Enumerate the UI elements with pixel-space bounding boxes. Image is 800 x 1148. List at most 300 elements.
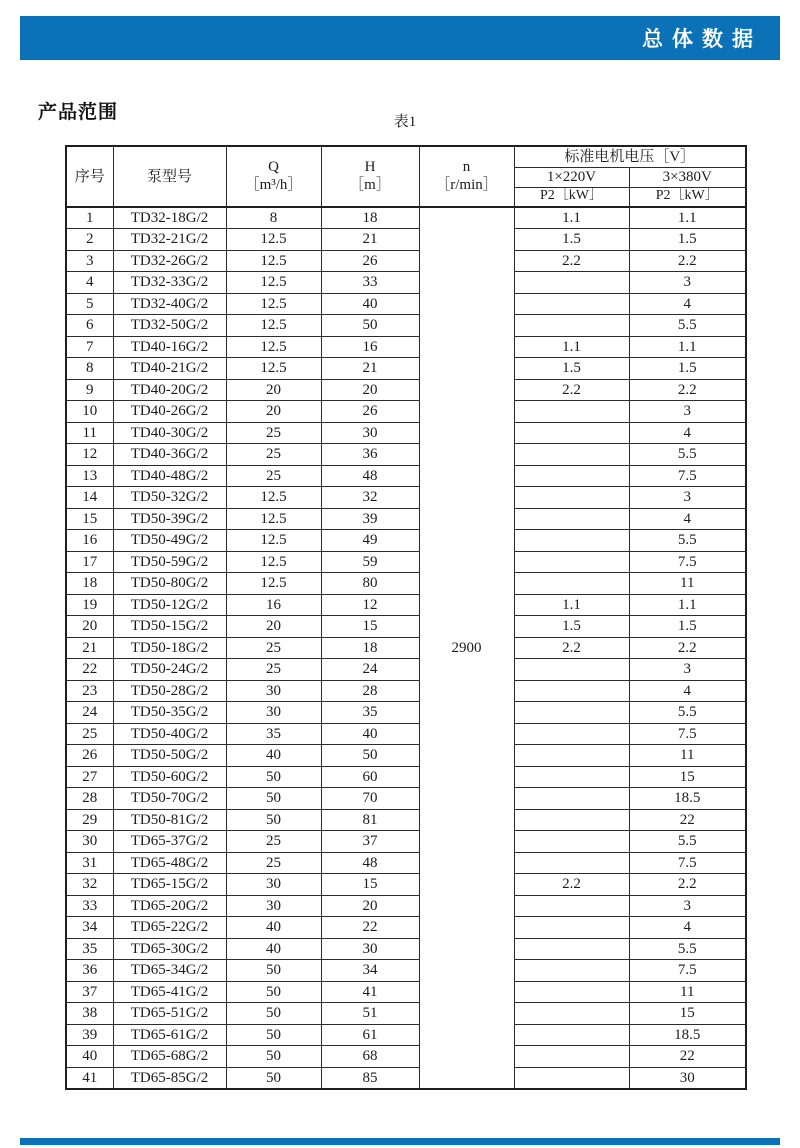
cell-model: TD65-61G/2: [113, 1024, 226, 1046]
cell-p2-380: 5.5: [629, 938, 746, 960]
cell-p2-380: 1.5: [629, 616, 746, 638]
table-row: [66, 272, 746, 294]
table-row: [66, 1024, 746, 1046]
cell-p2-220: 1.1: [514, 207, 629, 229]
cell-flow: 20: [226, 401, 321, 423]
cell-no: 2: [66, 229, 113, 251]
cell-p2-220: [514, 895, 629, 917]
cell-model: TD40-30G/2: [113, 422, 226, 444]
cell-no: 37: [66, 981, 113, 1003]
header-p2-220: P2［kW］: [514, 187, 629, 207]
cell-p2-380: 5.5: [629, 831, 746, 853]
cell-no: 12: [66, 444, 113, 466]
cell-model: TD40-48G/2: [113, 465, 226, 487]
page-header-banner: [20, 16, 780, 60]
cell-p2-220: [514, 960, 629, 982]
cell-p2-220: [514, 809, 629, 831]
header-flow-symbol: Q: [268, 159, 279, 176]
cell-head: 32: [321, 487, 419, 509]
cell-p2-220: 2.2: [514, 637, 629, 659]
cell-model: TD40-20G/2: [113, 379, 226, 401]
cell-model: TD40-26G/2: [113, 401, 226, 423]
cell-flow: 12.5: [226, 551, 321, 573]
cell-flow: 25: [226, 852, 321, 874]
cell-head: 60: [321, 766, 419, 788]
cell-no: 11: [66, 422, 113, 444]
table-row: [66, 508, 746, 530]
cell-p2-220: [514, 917, 629, 939]
cell-flow: 40: [226, 917, 321, 939]
cell-flow: 12.5: [226, 487, 321, 509]
cell-head: 30: [321, 422, 419, 444]
cell-model: TD32-18G/2: [113, 207, 226, 229]
cell-p2-380: 5.5: [629, 444, 746, 466]
cell-head: 34: [321, 960, 419, 982]
cell-p2-220: [514, 508, 629, 530]
cell-p2-220: [514, 315, 629, 337]
table-row: [66, 831, 746, 853]
cell-p2-220: [514, 1003, 629, 1025]
cell-p2-220: [514, 530, 629, 552]
cell-p2-380: 5.5: [629, 702, 746, 724]
table-row: [66, 250, 746, 272]
table-row: [66, 358, 746, 380]
cell-p2-220: 1.1: [514, 594, 629, 616]
cell-flow: 25: [226, 465, 321, 487]
cell-p2-380: 4: [629, 422, 746, 444]
cell-model: TD50-24G/2: [113, 659, 226, 681]
cell-flow: 12.5: [226, 508, 321, 530]
cell-p2-220: 1.1: [514, 336, 629, 358]
cell-head: 20: [321, 895, 419, 917]
cell-p2-380: 4: [629, 293, 746, 315]
cell-head: 21: [321, 229, 419, 251]
cell-head: 49: [321, 530, 419, 552]
cell-model: TD65-51G/2: [113, 1003, 226, 1025]
cell-p2-220: [514, 422, 629, 444]
table-row: [66, 659, 746, 681]
cell-p2-380: 18.5: [629, 1024, 746, 1046]
cell-p2-380: 22: [629, 809, 746, 831]
cell-model: TD50-81G/2: [113, 809, 226, 831]
cell-flow: 50: [226, 1067, 321, 1089]
header-head-symbol: H: [364, 159, 376, 176]
cell-flow: 30: [226, 702, 321, 724]
header-p2-380: P2［kW］: [629, 187, 746, 207]
cell-p2-380: 30: [629, 1067, 746, 1089]
cell-flow: 25: [226, 659, 321, 681]
cell-model: TD50-15G/2: [113, 616, 226, 638]
cell-no: 3: [66, 250, 113, 272]
table-row: [66, 207, 746, 229]
cell-model: TD50-50G/2: [113, 745, 226, 767]
cell-no: 20: [66, 616, 113, 638]
cell-head: 35: [321, 702, 419, 724]
cell-flow: 30: [226, 874, 321, 896]
cell-p2-380: 3: [629, 487, 746, 509]
cell-p2-220: [514, 981, 629, 1003]
table-row: [66, 379, 746, 401]
cell-head: 40: [321, 293, 419, 315]
table-row: [66, 444, 746, 466]
cell-model: TD50-59G/2: [113, 551, 226, 573]
cell-p2-380: 11: [629, 981, 746, 1003]
table-row: [66, 229, 746, 251]
cell-no: 40: [66, 1046, 113, 1068]
table-row: [66, 616, 746, 638]
cell-head: 28: [321, 680, 419, 702]
cell-head: 18: [321, 637, 419, 659]
cell-head: 21: [321, 358, 419, 380]
cell-model: TD65-37G/2: [113, 831, 226, 853]
cell-head: 30: [321, 938, 419, 960]
table-row: [66, 745, 746, 767]
cell-flow: 20: [226, 616, 321, 638]
cell-p2-380: 4: [629, 508, 746, 530]
cell-p2-220: [514, 702, 629, 724]
cell-model: TD50-49G/2: [113, 530, 226, 552]
cell-p2-220: [514, 1024, 629, 1046]
header-model: 泵型号: [113, 146, 226, 207]
cell-model: TD40-36G/2: [113, 444, 226, 466]
table-row: [66, 766, 746, 788]
header-speed-unit: ［r/min］: [435, 176, 498, 193]
cell-head: 48: [321, 465, 419, 487]
cell-no: 23: [66, 680, 113, 702]
cell-speed-merged: 2900: [419, 207, 514, 1089]
cell-p2-380: 1.1: [629, 594, 746, 616]
cell-model: TD50-60G/2: [113, 766, 226, 788]
cell-p2-220: [514, 465, 629, 487]
cell-p2-220: [514, 1046, 629, 1068]
cell-p2-380: 7.5: [629, 551, 746, 573]
cell-model: TD65-68G/2: [113, 1046, 226, 1068]
cell-flow: 20: [226, 379, 321, 401]
cell-no: 27: [66, 766, 113, 788]
table-row: [66, 960, 746, 982]
page-footer-rule: [20, 1138, 780, 1145]
header-speed-symbol: n: [462, 159, 471, 176]
table-row: [66, 315, 746, 337]
cell-model: TD65-48G/2: [113, 852, 226, 874]
cell-model: TD50-12G/2: [113, 594, 226, 616]
cell-head: 59: [321, 551, 419, 573]
cell-no: 26: [66, 745, 113, 767]
cell-no: 18: [66, 573, 113, 595]
table-caption: 表1: [393, 114, 417, 130]
cell-p2-220: 1.5: [514, 358, 629, 380]
table-row: [66, 917, 746, 939]
cell-no: 35: [66, 938, 113, 960]
cell-flow: 35: [226, 723, 321, 745]
cell-no: 17: [66, 551, 113, 573]
cell-no: 24: [66, 702, 113, 724]
cell-p2-380: 3: [629, 272, 746, 294]
cell-head: 50: [321, 315, 419, 337]
cell-p2-220: 1.5: [514, 616, 629, 638]
cell-p2-220: [514, 680, 629, 702]
cell-head: 48: [321, 852, 419, 874]
cell-p2-380: 2.2: [629, 637, 746, 659]
cell-head: 20: [321, 379, 419, 401]
cell-head: 22: [321, 917, 419, 939]
cell-p2-380: 3: [629, 895, 746, 917]
cell-flow: 30: [226, 680, 321, 702]
cell-head: 24: [321, 659, 419, 681]
cell-head: 80: [321, 573, 419, 595]
cell-no: 25: [66, 723, 113, 745]
cell-head: 33: [321, 272, 419, 294]
cell-head: 16: [321, 336, 419, 358]
cell-flow: 12.5: [226, 336, 321, 358]
header-voltage-220: 1×220V: [514, 167, 629, 187]
cell-p2-220: [514, 723, 629, 745]
cell-no: 39: [66, 1024, 113, 1046]
cell-p2-220: [514, 1067, 629, 1089]
table-row: [66, 874, 746, 896]
cell-flow: 50: [226, 809, 321, 831]
cell-no: 34: [66, 917, 113, 939]
cell-no: 10: [66, 401, 113, 423]
cell-model: TD50-18G/2: [113, 637, 226, 659]
cell-no: 6: [66, 315, 113, 337]
header-head-unit: ［m］: [349, 176, 391, 193]
cell-head: 12: [321, 594, 419, 616]
cell-model: TD32-26G/2: [113, 250, 226, 272]
cell-flow: 50: [226, 981, 321, 1003]
table-row: [66, 573, 746, 595]
table-row: [66, 723, 746, 745]
cell-p2-380: 11: [629, 573, 746, 595]
cell-flow: 50: [226, 1003, 321, 1025]
cell-p2-220: [514, 272, 629, 294]
cell-flow: 50: [226, 1046, 321, 1068]
cell-model: TD50-40G/2: [113, 723, 226, 745]
table-row: [66, 530, 746, 552]
cell-head: 85: [321, 1067, 419, 1089]
cell-no: 22: [66, 659, 113, 681]
cell-flow: 25: [226, 831, 321, 853]
cell-p2-380: 4: [629, 917, 746, 939]
cell-no: 4: [66, 272, 113, 294]
cell-p2-220: [514, 766, 629, 788]
header-speed: [419, 146, 514, 207]
table-row: [66, 1003, 746, 1025]
cell-model: TD65-34G/2: [113, 960, 226, 982]
cell-flow: 40: [226, 938, 321, 960]
cell-model: TD32-40G/2: [113, 293, 226, 315]
cell-head: 15: [321, 874, 419, 896]
cell-flow: 16: [226, 594, 321, 616]
table-row: [66, 895, 746, 917]
table-row: [66, 401, 746, 423]
cell-model: TD65-30G/2: [113, 938, 226, 960]
cell-model: TD50-32G/2: [113, 487, 226, 509]
cell-p2-380: 5.5: [629, 530, 746, 552]
cell-head: 40: [321, 723, 419, 745]
cell-head: 37: [321, 831, 419, 853]
cell-no: 32: [66, 874, 113, 896]
cell-flow: 25: [226, 422, 321, 444]
cell-head: 70: [321, 788, 419, 810]
table-row: [66, 422, 746, 444]
cell-no: 21: [66, 637, 113, 659]
cell-no: 36: [66, 960, 113, 982]
cell-no: 7: [66, 336, 113, 358]
table-row: [66, 852, 746, 874]
cell-p2-220: [514, 444, 629, 466]
cell-p2-220: [514, 745, 629, 767]
cell-p2-220: [514, 551, 629, 573]
cell-p2-380: 7.5: [629, 465, 746, 487]
cell-p2-220: [514, 831, 629, 853]
header-voltage-380: 3×380V: [629, 167, 746, 187]
cell-no: 33: [66, 895, 113, 917]
cell-no: 5: [66, 293, 113, 315]
cell-p2-380: 11: [629, 745, 746, 767]
cell-model: TD32-21G/2: [113, 229, 226, 251]
cell-p2-380: 2.2: [629, 379, 746, 401]
cell-model: TD65-15G/2: [113, 874, 226, 896]
cell-flow: 25: [226, 444, 321, 466]
cell-model: TD65-20G/2: [113, 895, 226, 917]
cell-p2-380: 22: [629, 1046, 746, 1068]
table-row: [66, 637, 746, 659]
cell-p2-380: 7.5: [629, 723, 746, 745]
header-flow: [226, 146, 321, 207]
cell-p2-220: [514, 573, 629, 595]
cell-model: TD32-50G/2: [113, 315, 226, 337]
cell-head: 36: [321, 444, 419, 466]
cell-p2-220: [514, 788, 629, 810]
table-row: [66, 702, 746, 724]
cell-model: TD65-85G/2: [113, 1067, 226, 1089]
cell-head: 15: [321, 616, 419, 638]
cell-flow: 50: [226, 1024, 321, 1046]
cell-model: TD65-41G/2: [113, 981, 226, 1003]
cell-flow: 12.5: [226, 573, 321, 595]
cell-no: 1: [66, 207, 113, 229]
cell-p2-220: [514, 852, 629, 874]
cell-flow: 12.5: [226, 229, 321, 251]
cell-no: 30: [66, 831, 113, 853]
cell-model: TD50-39G/2: [113, 508, 226, 530]
cell-p2-380: 1.5: [629, 229, 746, 251]
table-row: [66, 938, 746, 960]
cell-no: 19: [66, 594, 113, 616]
cell-head: 50: [321, 745, 419, 767]
cell-p2-380: 15: [629, 766, 746, 788]
product-range-table: [65, 145, 747, 1090]
header-no: 序号: [66, 146, 113, 207]
cell-model: TD50-28G/2: [113, 680, 226, 702]
cell-p2-220: 1.5: [514, 229, 629, 251]
cell-no: 14: [66, 487, 113, 509]
cell-no: 29: [66, 809, 113, 831]
cell-flow: 50: [226, 788, 321, 810]
cell-flow: 12.5: [226, 358, 321, 380]
cell-p2-220: [514, 659, 629, 681]
cell-head: 68: [321, 1046, 419, 1068]
cell-flow: 25: [226, 637, 321, 659]
cell-flow: 40: [226, 745, 321, 767]
cell-flow: 8: [226, 207, 321, 229]
cell-p2-220: [514, 487, 629, 509]
header-head: [321, 146, 419, 207]
cell-no: 8: [66, 358, 113, 380]
table-row: [66, 293, 746, 315]
table-row: [66, 336, 746, 358]
table-row: [66, 680, 746, 702]
cell-flow: 12.5: [226, 530, 321, 552]
table-row: [66, 465, 746, 487]
cell-p2-380: 7.5: [629, 960, 746, 982]
cell-p2-380: 15: [629, 1003, 746, 1025]
cell-model: TD50-70G/2: [113, 788, 226, 810]
cell-no: 13: [66, 465, 113, 487]
cell-no: 31: [66, 852, 113, 874]
cell-head: 51: [321, 1003, 419, 1025]
header-flow-unit: ［m³/h］: [244, 176, 303, 193]
cell-flow: 50: [226, 960, 321, 982]
header-voltage-group: 标准电机电压［V］: [514, 146, 746, 167]
cell-p2-220: [514, 401, 629, 423]
banner-title: 总体数据: [642, 28, 762, 51]
cell-head: 18: [321, 207, 419, 229]
cell-p2-380: 1.1: [629, 336, 746, 358]
cell-no: 41: [66, 1067, 113, 1089]
cell-p2-380: 3: [629, 659, 746, 681]
cell-no: 38: [66, 1003, 113, 1025]
cell-flow: 12.5: [226, 293, 321, 315]
cell-flow: 30: [226, 895, 321, 917]
cell-no: 16: [66, 530, 113, 552]
cell-p2-380: 1.1: [629, 207, 746, 229]
cell-p2-220: [514, 938, 629, 960]
cell-p2-380: 7.5: [629, 852, 746, 874]
cell-flow: 12.5: [226, 250, 321, 272]
table-row: [66, 487, 746, 509]
cell-no: 9: [66, 379, 113, 401]
cell-head: 61: [321, 1024, 419, 1046]
cell-p2-380: 5.5: [629, 315, 746, 337]
cell-p2-220: 2.2: [514, 874, 629, 896]
table-row: [66, 1046, 746, 1068]
cell-model: TD40-16G/2: [113, 336, 226, 358]
cell-p2-220: 2.2: [514, 379, 629, 401]
cell-model: TD50-35G/2: [113, 702, 226, 724]
cell-model: TD32-33G/2: [113, 272, 226, 294]
cell-no: 15: [66, 508, 113, 530]
table-row: [66, 809, 746, 831]
product-range-table-body: [66, 207, 746, 1089]
table-row: [66, 981, 746, 1003]
cell-p2-380: 2.2: [629, 250, 746, 272]
cell-model: TD65-22G/2: [113, 917, 226, 939]
table-row: [66, 594, 746, 616]
cell-p2-380: 18.5: [629, 788, 746, 810]
cell-head: 81: [321, 809, 419, 831]
cell-head: 41: [321, 981, 419, 1003]
cell-flow: 50: [226, 766, 321, 788]
cell-p2-380: 2.2: [629, 874, 746, 896]
cell-p2-380: 3: [629, 401, 746, 423]
cell-model: TD40-21G/2: [113, 358, 226, 380]
cell-head: 26: [321, 401, 419, 423]
cell-no: 28: [66, 788, 113, 810]
cell-flow: 12.5: [226, 315, 321, 337]
section-title: 产品范围: [38, 102, 119, 123]
